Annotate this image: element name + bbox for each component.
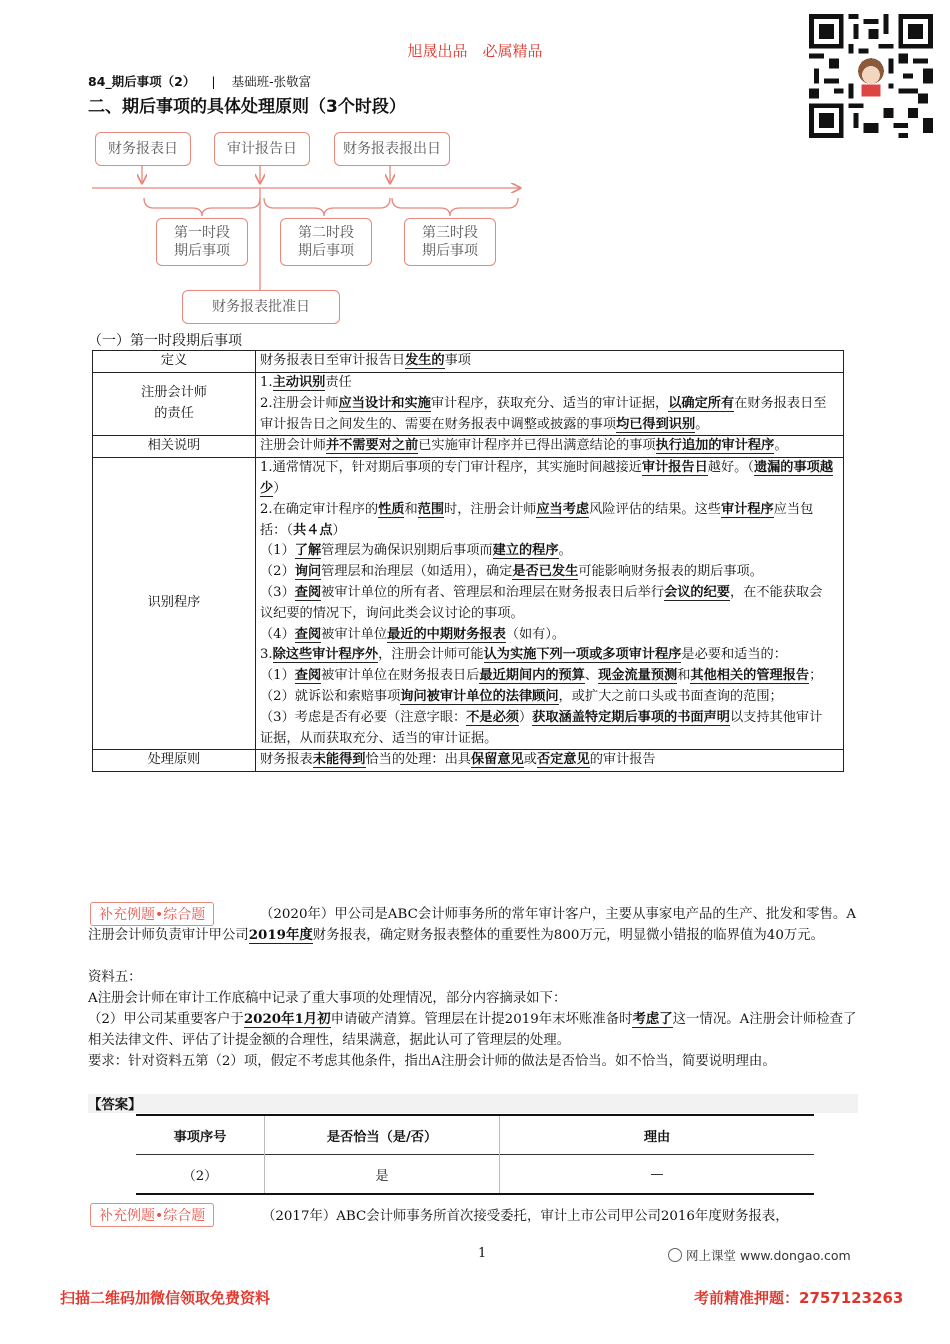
answer-heading: 【答案】	[88, 1094, 858, 1113]
footer-logo	[668, 1246, 851, 1264]
page-title: 二、期后事项的具体处理原则（3个时段）	[88, 97, 406, 117]
case1-source: 资料五：	[88, 970, 142, 985]
header-separator: |	[211, 74, 216, 89]
answer-col-appropriate: 是否恰当（是/否）	[265, 1115, 500, 1155]
timeline-label-audit-report-date: 审计报告日	[214, 132, 310, 166]
example-tag-1: 补充例题•综合题	[90, 902, 214, 926]
label-responsibility	[93, 373, 256, 436]
footer-left-promo: 扫描二维码加微信领取免费资料	[60, 1289, 271, 1307]
qr-code-icon	[808, 14, 934, 138]
period-2-line2: 期后事项	[298, 243, 354, 259]
row-definition	[93, 351, 844, 373]
answer-cell-appropriate: 是	[265, 1155, 500, 1195]
content-notes: 注册会计师并不需要对之前已实施审计程序并已得出满意结论的事项执行追加的审计程序。	[256, 436, 844, 458]
period-1-box	[156, 218, 248, 266]
label-responsibility-line2: 的责任	[154, 406, 194, 422]
logo-icon	[668, 1248, 682, 1262]
timeline-label-issue-date: 财务报表报出日	[334, 132, 450, 166]
period-1-line2: 期后事项	[174, 243, 230, 259]
timeline-label-balance-date: 财务报表日	[95, 132, 191, 166]
case1-record: A注册会计师在审计工作底稿中记录了重大事项的处理情况，部分内容摘录如下：	[88, 991, 567, 1006]
answer-header-row	[136, 1115, 814, 1155]
period-3-box	[404, 218, 496, 266]
case1-item2: （2）甲公司某重要客户于2020年1月初申请破产清算。管理层在计提2019年末坏账准备时考虑了这一情况。A注册会计师检查了相关法律文件、评估了计提金额的合理性，结果满意，据此认可了管理层的处理。	[88, 1011, 857, 1048]
period-1-line1: 第一时段	[174, 225, 230, 241]
row-notes	[93, 436, 844, 458]
brand-slogan: 旭晟出品 必属精品	[407, 42, 543, 60]
answer-table	[136, 1114, 814, 1195]
footer-logo-text: 网上课堂 www.dongao.com	[686, 1248, 851, 1263]
answer-cell-reason: —	[500, 1155, 815, 1195]
section-heading-1: （一）第一时段期后事项	[88, 333, 242, 349]
timeline-label-approval-date: 财务报表批准日	[182, 290, 340, 324]
example-tag-2: 补充例题•综合题	[90, 1203, 214, 1227]
content-responsibility: 1.主动识别责任 2.注册会计师应当设计和实施审计程序，获取充分、适当的审计证据，以确定所有在财务报表日至审计报告日之间发生的、需要在财务报表中调整或披露的事项均已得到识别。	[256, 373, 844, 436]
lesson-code: 84_期后事项（2）	[88, 74, 196, 89]
content-handling: 财务报表未能得到恰当的处理：出具保留意见或否定意见的审计报告	[256, 750, 844, 772]
period-2-box	[280, 218, 372, 266]
content-procedures: 1.通常情况下，针对期后事项的专门审计程序，其实施时间越接近审计报告日越好。（遗漏的事项越少） 2.在确定审计程序的性质和范围时，注册会计师应当考虑风险评估的结果。这些审计程序应当包括：（共４点） （1）了解管理层为确保识别期后事项而建立的程序。 （2）询问管理层和治理层（如适用），确定是否已发生可能影响财务报表的期后事项。 （3）查阅被审计单位的所有者、管理层和治理层在财务报表日后举行会议的纪要，在不能获取会议纪要的情况下，询问此类会议讨论的事项。 （4）查阅被审计单位最近的中期财务报表（如有）。 3.除这些审计程序外，注册会计师可能认为实施下列一项或多项审计程序是必要和适当的： （1）查阅被审计单位在财务报表日后最近期间内的预算、现金流量预测和其他相关的管理报告； （2）就诉讼和索赔事项询问被审计单位的法律顾问，或扩大之前口头或书面查询的范围； （3）考虑是否有必要（注意字眼：不是必须）获取涵盖特定期后事项的书面声明以支持其他审计证据，从而获取充分、适当的审计证据。	[256, 458, 844, 750]
period-2-line1: 第二时段	[298, 225, 354, 241]
case1-intro: （2020年）甲公司是ABC会计师事务所的常年审计客户，主要从事家电产品的生产、批发和零售。A注册会计师负责审计甲公司2019年度财务报表，确定财务报表整体的重要性为800万元，明显微小错报的临界值为40万元。	[88, 907, 856, 943]
period-3-line1: 第三时段	[422, 225, 478, 241]
timeline-diagram	[80, 128, 540, 328]
label-responsibility-line1: 注册会计师	[141, 385, 207, 401]
label-definition: 定义	[93, 351, 256, 373]
answer-col-reason: 理由	[500, 1115, 815, 1155]
content-definition: 财务报表日至审计报告日发生的事项	[256, 351, 844, 373]
first-period-table	[92, 350, 844, 772]
class-name: 基础班-张敬富	[231, 74, 312, 89]
row-handling	[93, 750, 844, 772]
page-number: 1	[478, 1246, 487, 1261]
row-procedures	[93, 458, 844, 750]
label-procedures: 识别程序	[93, 458, 256, 750]
lesson-header	[88, 72, 311, 90]
period-3-line2: 期后事项	[422, 243, 478, 259]
footer-right-promo: 考前精准押题：2757123263	[694, 1289, 904, 1307]
case1-requirement: 要求：针对资料五第（2）项，假定不考虑其他条件，指出A注册会计师的做法是否恰当。如不恰当，简要说明理由。	[88, 1054, 776, 1069]
label-notes: 相关说明	[93, 436, 256, 458]
answer-col-number: 事项序号	[173, 1129, 227, 1145]
row-responsibility	[93, 373, 844, 436]
answer-row	[136, 1155, 814, 1195]
case2-intro: （2017年）ABC会计师事务所首次接受委托，审计上市公司甲公司2016年度财务报表，	[262, 1209, 789, 1224]
answer-cell-number: （2）	[182, 1168, 218, 1184]
label-handling: 处理原则	[93, 750, 256, 772]
